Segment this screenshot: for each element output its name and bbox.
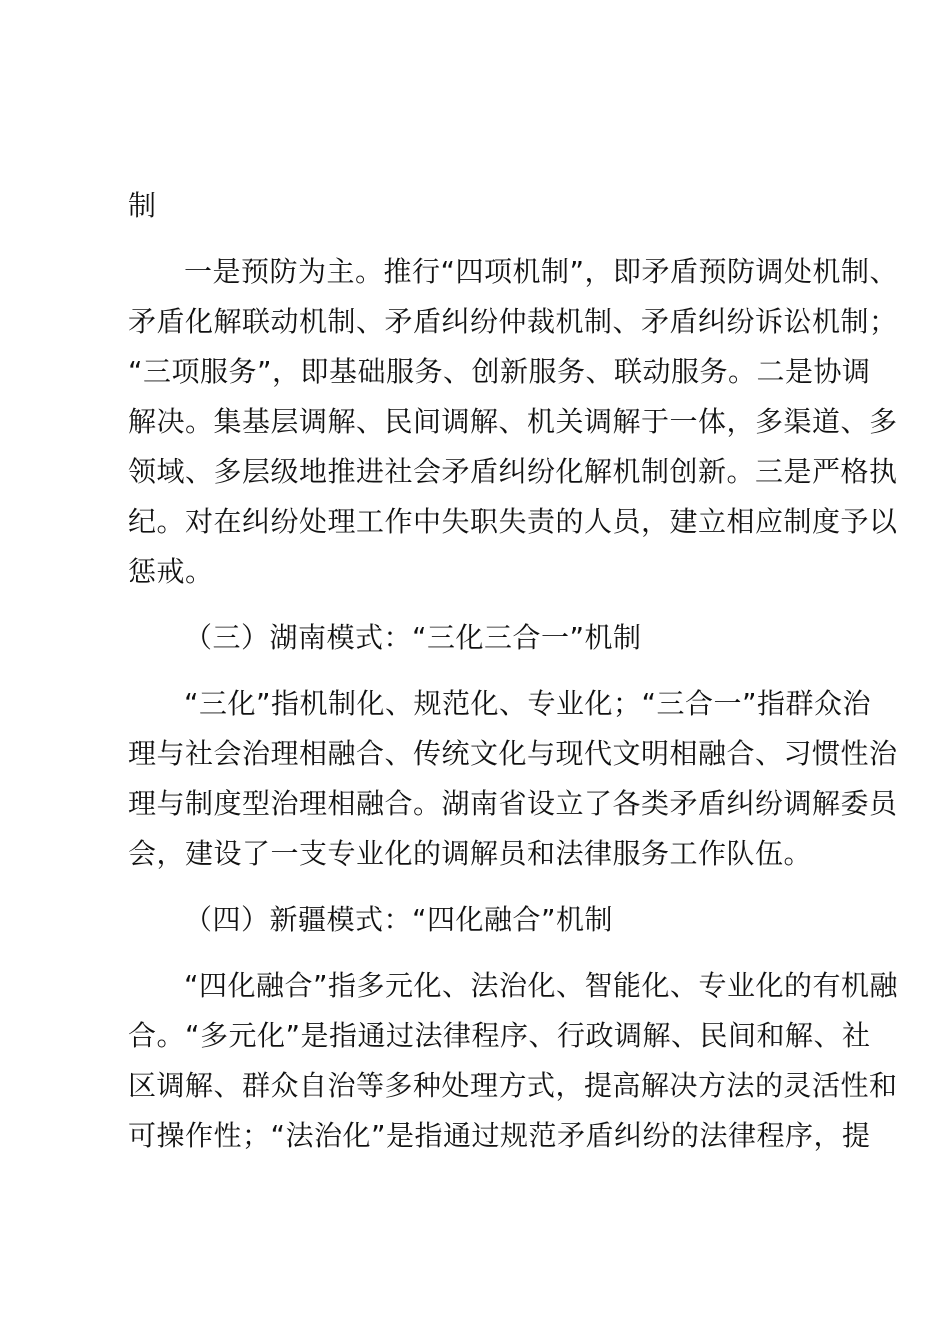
text-line-16: 合。“多元化”是指通过法律程序、行政调解、民间和解、社 <box>128 1019 871 1052</box>
text-line-5: 解决。集基层调解、民间调解、机关调解于一体，多渠道、多 <box>128 405 898 438</box>
text-line-1: 制 <box>128 189 157 222</box>
text-line-2: 一是预防为主。推行“四项机制”，即矛盾预防调处机制、 <box>184 255 899 288</box>
text-line-3: 矛盾化解联动机制、矛盾纠纷仲裁机制、矛盾纠纷诉讼机制； <box>128 305 898 338</box>
text-line-13: 会，建设了一支专业化的调解员和法律服务工作队伍。 <box>128 837 813 870</box>
text-line-7: 纪。对在纠纷处理工作中失职失责的人员，建立相应制度予以 <box>128 505 898 538</box>
text-line-4: “三项服务”，即基础服务、创新服务、联动服务。二是协调 <box>128 355 871 388</box>
text-line-18: 可操作性；“法治化”是指通过规范矛盾纠纷的法律程序，提 <box>128 1119 871 1152</box>
text-line-6: 领域、多层级地推进社会矛盾纠纷化解机制创新。三是严格执 <box>128 455 898 488</box>
text-line-8: 惩戒。 <box>128 555 214 588</box>
text-line-10: “三化”指机制化、规范化、专业化；“三合一”指群众治 <box>184 687 872 720</box>
text-line-15: “四化融合”指多元化、法治化、智能化、专业化的有机融 <box>184 969 899 1002</box>
text-line-17: 区调解、群众自治等多种处理方式，提高解决方法的灵活性和 <box>128 1069 898 1102</box>
text-line-12: 理与制度型治理相融合。湖南省设立了各类矛盾纠纷调解委员 <box>128 787 898 820</box>
section-heading-hunan: （三）湖南模式：“三化三合一”机制 <box>184 621 642 654</box>
section-heading-xinjiang: （四）新疆模式：“四化融合”机制 <box>184 903 614 936</box>
text-line-11: 理与社会治理相融合、传统文化与现代文明相融合、习惯性治 <box>128 737 898 770</box>
